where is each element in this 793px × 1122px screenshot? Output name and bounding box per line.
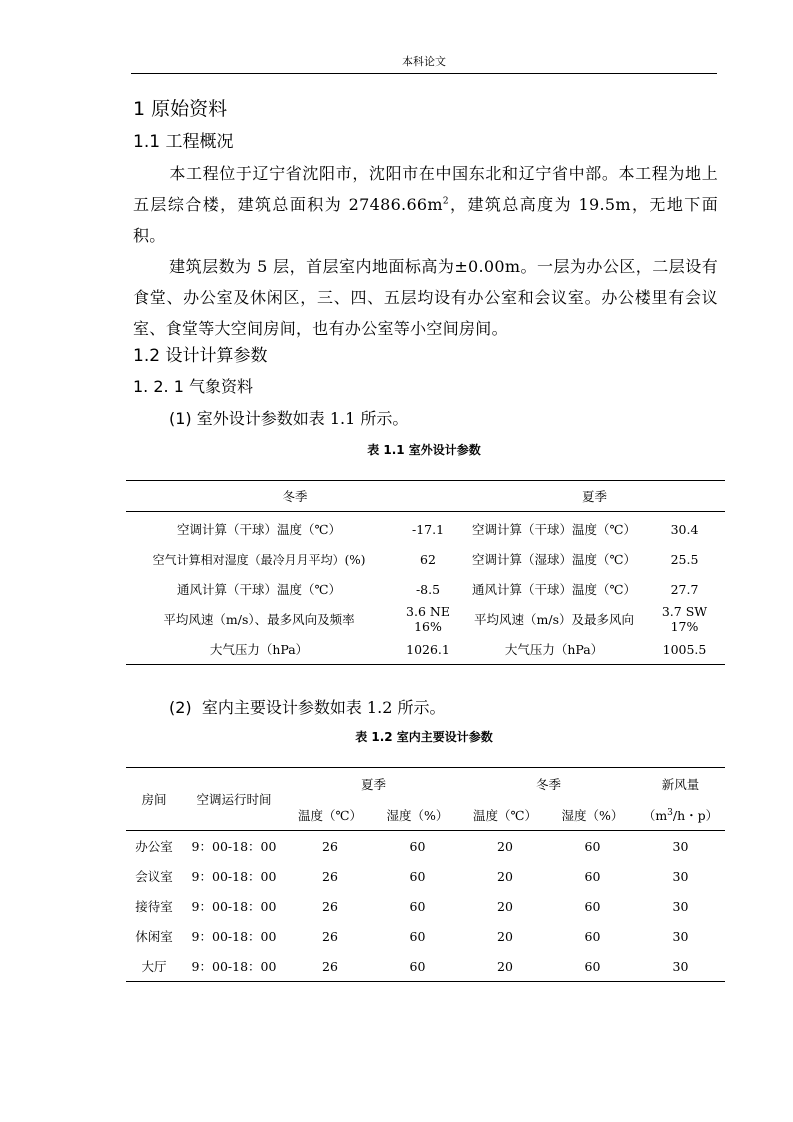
fresh-air-volume: 30 [672,928,689,944]
summer-label: 通风计算（干球）温度（℃） [472,582,636,597]
winter-label: 空气计算相对湿度（最冷月月平均）(%) [152,552,366,567]
summer-temp: 26 [322,838,338,854]
summer-humidity: 60 [409,838,426,854]
summer-value: 27.7 [670,581,699,597]
winter-label: 通风计算（干球）温度（℃） [177,582,341,597]
wind-frequency: 17% [670,619,699,634]
header-winter: 冬季 [126,481,464,512]
fresh-air-volume: 30 [672,868,689,884]
winter-temp: 20 [497,898,513,914]
header-summer-humidity: 湿度（%） [374,800,461,831]
room-name: 大厅 [141,959,167,974]
winter-humidity: 60 [584,898,601,914]
summer-value: 25.5 [670,551,699,567]
item-2-text: 室内主要设计参数如表 1.2 所示。 [201,698,446,717]
winter-value [392,604,464,634]
paragraph-project-location [133,158,718,251]
page-header: 本科论文 [402,55,446,68]
item-1-number: (1) [169,409,192,428]
header-winter-humidity: 湿度（%） [549,800,636,831]
section-1-2-1-heading: 1. 2. 1 气象资料 [133,377,253,396]
header-hours: 空调运行时间 [182,768,286,831]
room-name: 会议室 [135,869,173,884]
paragraph-2-text: 建筑层数为 5 层，首层室内地面标高为±0.00m。一层为办公区，二层设有食堂、办公室及休闲区，三、四、五层均设有办公室和会议室。办公楼里有会议室、食堂等大空间房间，也有办公室等小空间房间。 [133,257,718,338]
table-row [126,634,725,665]
superscript-2: 2 [442,196,449,207]
room-name: 接待室 [135,899,173,914]
winter-label: 空调计算（干球）温度（℃） [177,522,341,537]
wind-frequency: 16% [414,619,442,634]
fresh-air-volume: 30 [672,958,689,974]
item-1 [169,408,408,430]
operating-hours: 9：00-18：00 [191,869,277,884]
winter-temp: 20 [497,928,513,944]
winter-value: 1026.1 [406,641,450,657]
summer-humidity: 60 [409,928,426,944]
item-2-number: (2) [169,698,192,717]
winter-value: -8.5 [415,581,441,597]
winter-temp: 20 [497,958,513,974]
paragraph-building-floors [133,251,718,344]
summer-temp: 26 [322,898,338,914]
winter-humidity: 60 [584,868,601,884]
winter-value: 62 [420,551,436,567]
indoor-parameters-table [126,767,725,982]
operating-hours: 9：00-18：00 [191,899,277,914]
header-winter-temp: 温度（℃） [461,800,549,831]
winter-temp: 20 [497,838,513,854]
summer-label: 空调计算（干球）温度（℃） [472,522,636,537]
unit-superscript: 3 [667,807,673,818]
wind-speed-direction: 3.7 SW [661,604,708,619]
summer-temp: 26 [322,958,338,974]
table-row [126,544,725,574]
table-1-caption: 表 1.1 室外设计参数 [367,443,481,457]
summer-label: 大气压力（hPa） [504,642,604,657]
operating-hours: 9：00-18：00 [191,839,277,854]
header-fresh-air-unit [636,800,725,831]
table-row [126,574,725,604]
summer-temp: 26 [322,868,338,884]
item-1-text: 室外设计参数如表 1.1 所示。 [196,409,409,428]
header-summer: 夏季 [464,481,725,512]
table-row [126,951,725,982]
winter-humidity: 60 [584,928,601,944]
header-winter: 冬季 [535,777,561,792]
header-summer: 夏季 [360,777,386,792]
fresh-air-volume: 30 [672,898,689,914]
table-row [126,604,725,634]
header-summer-temp: 温度（℃） [286,800,374,831]
table-2-caption: 表 1.2 室内主要设计参数 [355,730,493,744]
table-row [126,861,725,891]
summer-value: 1005.5 [662,641,707,657]
wind-speed-direction: 3.6 NE [406,604,450,619]
winter-label: 大气压力（hPa） [209,642,309,657]
table-row [126,891,725,921]
header-room: 房间 [126,768,182,831]
summer-value: 30.4 [670,521,699,537]
summer-label: 空调计算（湿球）温度（℃） [472,552,636,567]
section-1-1-heading: 1.1 工程概况 [133,132,234,152]
unit-part: /h・p） [672,808,719,823]
summer-value [644,604,725,634]
paragraph-1-text: 本工程位于辽宁省沈阳市，沈阳市在中国东北和辽宁省中部。本工程为地上五层综合楼，建筑总面积为 27486.66m [133,164,718,214]
section-1-2-heading: 1.2 设计计算参数 [133,346,268,366]
section-1-heading: 1 原始资料 [133,98,228,120]
summer-label: 平均风速（m/s）及最多风向 [474,612,634,627]
room-name: 办公室 [135,839,173,854]
winter-label: 平均风速（m/s）、最多风向及频率 [163,612,355,627]
table-row [126,512,725,545]
item-2 [169,697,445,719]
header-rule [131,73,717,74]
summer-humidity: 60 [409,868,426,884]
winter-value: -17.1 [411,521,445,537]
winter-humidity: 60 [584,958,601,974]
table-row [126,921,725,951]
winter-humidity: 60 [584,838,601,854]
summer-temp: 26 [322,928,338,944]
operating-hours: 9：00-18：00 [191,929,277,944]
summer-humidity: 60 [409,958,426,974]
summer-humidity: 60 [409,898,426,914]
room-name: 休闲室 [135,929,173,944]
paragraph-1-tail: ，建筑总高度为 19.5m，无地下面积。 [133,195,718,245]
header-fresh-air: 新风量 [661,777,700,792]
winter-temp: 20 [497,868,513,884]
unit-part: （m [642,808,668,823]
fresh-air-volume: 30 [672,838,689,854]
operating-hours: 9：00-18：00 [191,959,277,974]
outdoor-parameters-table [126,480,725,665]
table-row [126,831,725,862]
